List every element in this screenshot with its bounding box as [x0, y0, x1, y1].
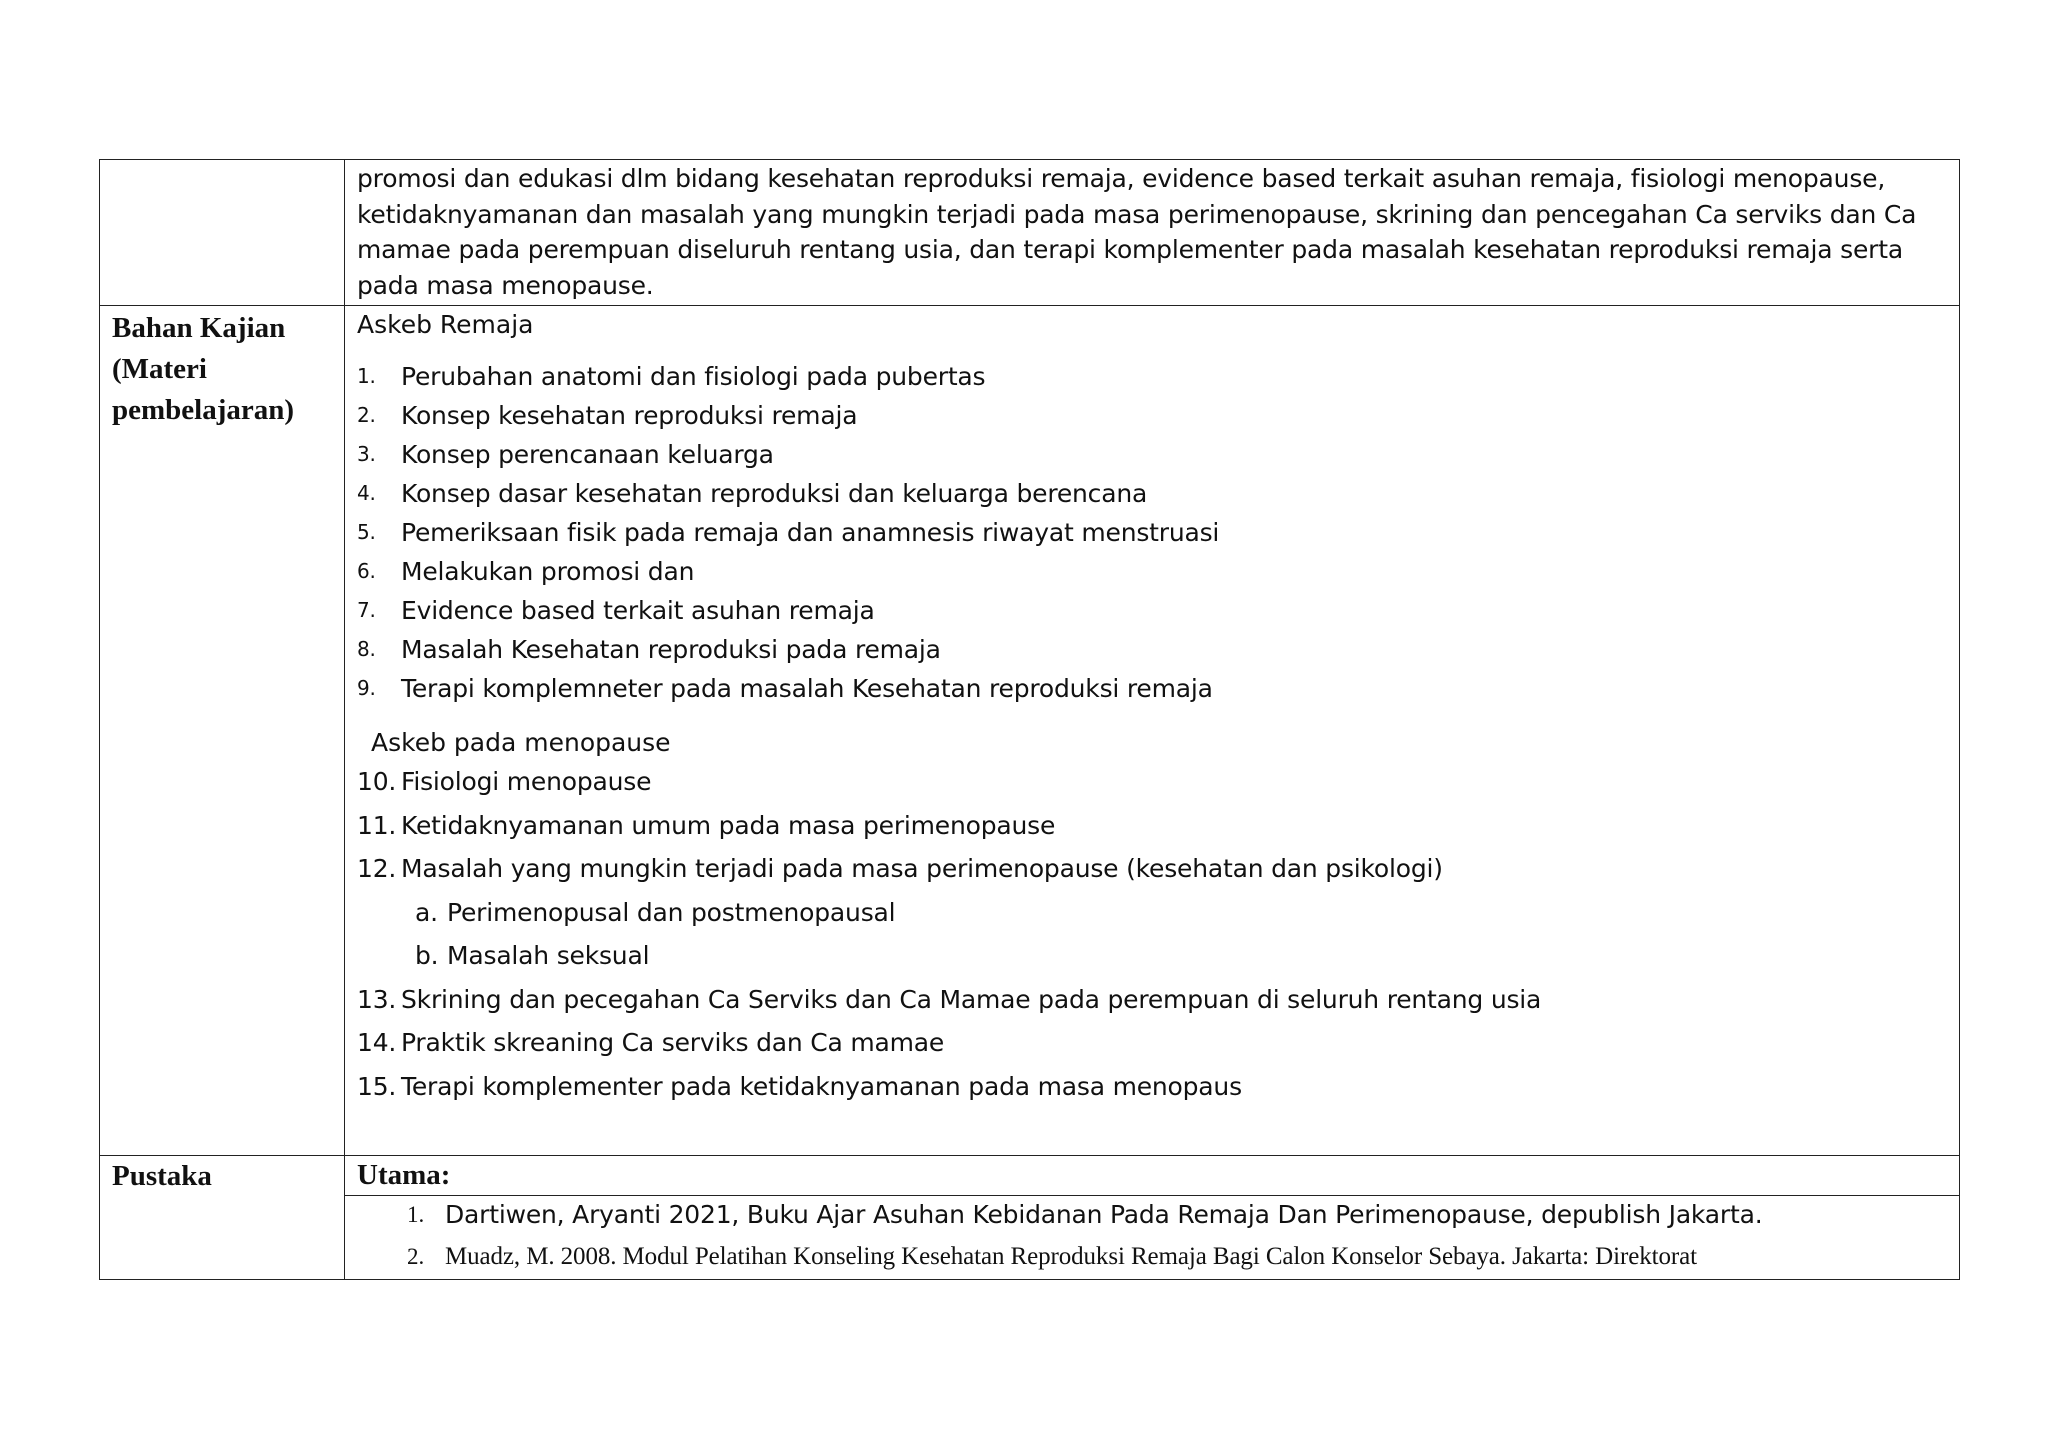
pustaka-row: [100, 1156, 1960, 1196]
bahan-kajian-label: [100, 306, 344, 431]
item-text: Masalah Kesehatan reproduksi pada remaja: [401, 635, 941, 664]
item-number: 11.: [357, 810, 397, 840]
list-item: [345, 978, 1959, 1022]
askeb-menopause-list: [345, 760, 1959, 1108]
reference-number: 2.: [407, 1244, 425, 1269]
item-number: 2.: [357, 403, 376, 427]
item-text: Pemeriksaan fisik pada remaja dan anamnesis riwayat menstruasi: [401, 518, 1220, 547]
list-item: [345, 1065, 1959, 1109]
pustaka-label-cell: [100, 1156, 345, 1280]
item-number: 15.: [357, 1071, 397, 1101]
utama-cell: [345, 1156, 1960, 1196]
section-title-askeb-remaja: Askeb Remaja: [357, 310, 534, 339]
item-number: 3.: [357, 442, 376, 466]
item-number: 5.: [357, 520, 376, 544]
references-row: [100, 1196, 1960, 1280]
list-item: [345, 591, 1959, 630]
item-text: Ketidaknyamanan umum pada masa perimenopause: [401, 810, 1056, 840]
item-letter: b.: [415, 941, 439, 970]
label-line: pembelajaran): [112, 394, 295, 426]
intro-label: [100, 160, 344, 162]
item-text: Masalah seksual: [447, 941, 650, 970]
list-item: [345, 513, 1959, 552]
list-item: [345, 552, 1959, 591]
item-number: 13.: [357, 984, 397, 1014]
intro-paragraph: promosi dan edukasi dlm bidang kesehatan reproduksi remaja, evidence based terkait asuhan remaja, fisiologi menopause, ketidaknyamanan dan masalah yang mungkin terjadi pada masa perimenopause, skrining dan pencegahan Ca serviks dan Ca mamae pada perempuan diseluruh rentang usia, dan terapi komplementer pada masalah kesehatan reproduksi remaja serta pada masa menopause.: [357, 164, 1917, 300]
item-number: 8.: [357, 637, 376, 661]
item-text: Melakukan promosi dan: [401, 557, 695, 586]
section-title-askeb-menopause: Askeb pada menopause: [371, 728, 671, 757]
list-item: [345, 847, 1959, 891]
bahan-kajian-row: [100, 306, 1960, 1156]
item-text: Konsep dasar kesehatan reproduksi dan keluarga berencana: [401, 479, 1148, 508]
item-text: Perimenopusal dan postmenopausal: [447, 897, 896, 927]
reference-number: 1.: [407, 1202, 425, 1227]
item-number: 6.: [357, 559, 376, 583]
reference-item: [345, 1238, 1959, 1279]
references-list: [345, 1196, 1959, 1279]
item-text: Terapi komplementer pada ketidaknyamanan pada masa menopaus: [401, 1071, 1242, 1101]
item-text: Praktik skreaning Ca serviks dan Ca mamae: [401, 1028, 945, 1057]
item-number: 7.: [357, 598, 376, 622]
item-number: 1.: [357, 364, 376, 388]
item-number: 10.: [357, 767, 397, 796]
course-plan-table: [99, 159, 1960, 1280]
reference-item: [345, 1196, 1959, 1238]
item-text: Konsep kesehatan reproduksi remaja: [401, 401, 858, 430]
list-item: [345, 804, 1959, 848]
list-item: [345, 760, 1959, 804]
item-text: Terapi komplemneter pada masalah Kesehatan reproduksi remaja: [401, 674, 1213, 703]
references-cell: [345, 1196, 1960, 1280]
label-line: (Materi: [112, 353, 207, 385]
utama-heading: Utama:: [357, 1159, 451, 1191]
list-item: [345, 630, 1959, 669]
list-item: [345, 669, 1959, 708]
intro-label-cell: [100, 160, 345, 306]
intro-text-cell: [345, 160, 1960, 306]
list-item: [345, 435, 1959, 474]
item-text: Fisiologi menopause: [401, 767, 652, 796]
item-text: Perubahan anatomi dan fisiologi pada pubertas: [401, 362, 986, 391]
sub-list-item: [345, 891, 1959, 935]
item-number: 9.: [357, 676, 376, 700]
item-text: Evidence based terkait asuhan remaja: [401, 596, 875, 625]
list-item: [345, 396, 1959, 435]
pustaka-label: Pustaka: [112, 1160, 212, 1192]
bahan-kajian-label-cell: [100, 306, 345, 1156]
item-text: Konsep perencanaan keluarga: [401, 440, 774, 469]
sub-list-item: [345, 934, 1959, 978]
item-number: 14.: [357, 1028, 397, 1057]
bahan-kajian-content-cell: [345, 306, 1960, 1156]
list-item: [345, 357, 1959, 396]
list-item: [345, 1021, 1959, 1065]
askeb-remaja-list: [345, 357, 1959, 708]
reference-text: Dartiwen, Aryanti 2021, Buku Ajar Asuhan Kebidanan Pada Remaja Dan Perimenopause, depublish Jakarta.: [445, 1200, 1763, 1229]
item-text: Skrining dan pecegahan Ca Serviks dan Ca Mamae pada perempuan di seluruh rentang usia: [401, 984, 1542, 1014]
intro-row: [100, 160, 1960, 306]
item-text: Masalah yang mungkin terjadi pada masa perimenopause (kesehatan dan psikologi): [401, 854, 1443, 883]
list-item: [345, 474, 1959, 513]
item-number: 12.: [357, 854, 397, 883]
label-line: Bahan Kajian: [112, 312, 286, 344]
item-number: 4.: [357, 481, 376, 505]
item-letter: a.: [415, 897, 438, 927]
reference-text: Muadz, M. 2008. Modul Pelatihan Konseling Kesehatan Reproduksi Remaja Bagi Calon Konselor Sebaya. Jakarta: Direktorat: [445, 1243, 1697, 1270]
